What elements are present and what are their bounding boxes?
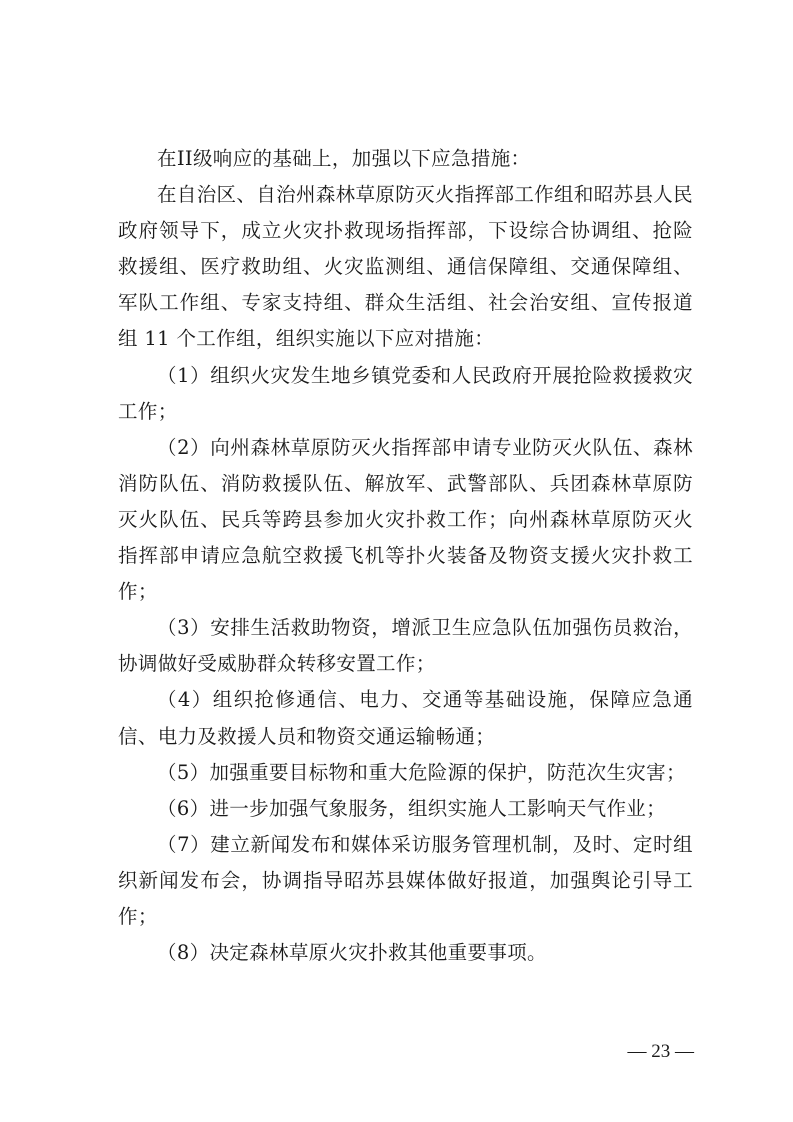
document-body: [118, 141, 693, 971]
measure-3-paragraph: （3）安排生活救助物资，增派卫生应急队伍加强伤员救治，协调做好受威胁群众转移安置工作；: [118, 616, 693, 676]
page-number: — 23 —: [627, 1041, 694, 1062]
measure-2-paragraph: （2）向州森林草原防灭火指挥部申请专业防灭火队伍、森林消防队伍、消防救援队伍、解放军、武警部队、兵团森林草原防灭火队伍、民兵等跨县参加火灾扑救工作；向州森林草原防灭火指挥部申请应急航空救援飞机等扑火装备及物资支援火灾扑救工作；: [118, 435, 693, 604]
measure-4-paragraph: （4）组织抢修通信、电力、交通等基础设施，保障应急通信、电力及救援人员和物资交通运输畅通；: [118, 688, 693, 748]
measure-7-paragraph: （7）建立新闻发布和媒体采访服务管理机制，及时、定时组织新闻发布会，协调指导昭苏县媒体做好报道，加强舆论引导工作；: [118, 832, 693, 928]
command-structure-paragraph: 在自治区、自治州森林草原防灭火指挥部工作组和昭苏县人民政府领导下，成立火灾扑救现场指挥部，下设综合协调组、抢险救援组、医疗救助组、火灾监测组、通信保障组、交通保障组、军队工作组、专家支持组、群众生活组、社会治安组、宣传报道组 11 个工作组，组织实施以下应对措施：: [118, 183, 693, 351]
intro-paragraph: 在II级响应的基础上，加强以下应急措施：: [157, 147, 531, 170]
measure-8-paragraph: （8）决定森林草原火灾扑救其他重要事项。: [157, 941, 547, 965]
measure-5-paragraph: （5）加强重要目标物和重大危险源的保护，防范次生灾害；: [157, 760, 686, 784]
measure-1-paragraph: （1）组织火灾发生地乡镇党委和人民政府开展抢险救援救灾工作；: [118, 363, 693, 423]
measure-6-paragraph: （6）进一步加强气象服务，组织实施人工影响天气作业；: [157, 796, 667, 820]
